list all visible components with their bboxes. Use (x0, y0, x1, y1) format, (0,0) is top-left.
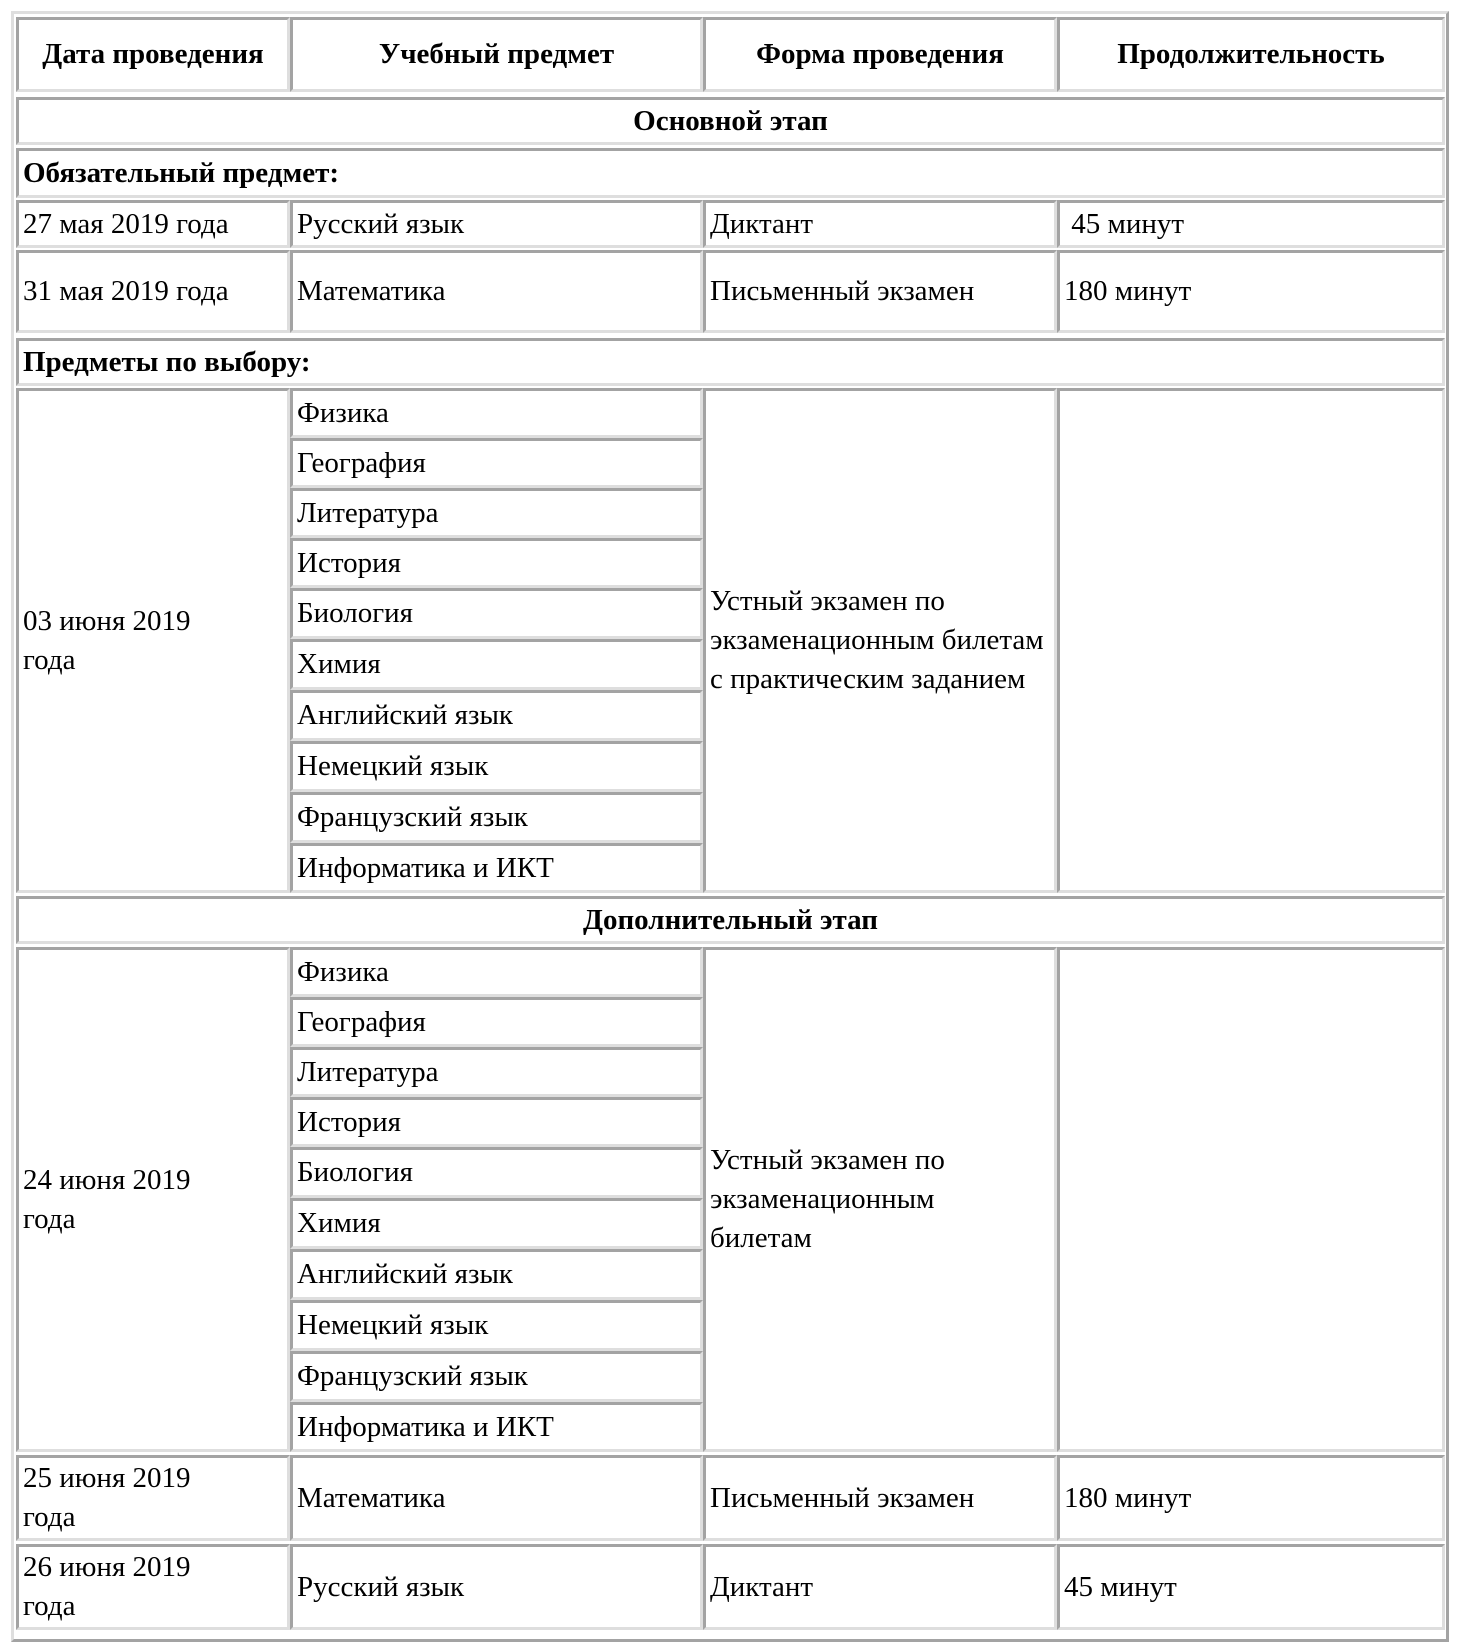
row-subject: Русский язык (290, 200, 703, 248)
elective-section-label: Предметы по выбору: (16, 338, 1445, 386)
subject-item: Химия (290, 1198, 703, 1249)
subject-item: История (290, 538, 703, 588)
subject-item: Немецкий язык (290, 1300, 703, 1351)
row-form: Письменный экзамен (703, 250, 1057, 333)
header-duration: Продолжительность (1057, 17, 1445, 92)
subject-item: Биология (290, 1147, 703, 1198)
row-form: Письменный экзамен (703, 1455, 1057, 1541)
row-date: 31 мая 2019 года (16, 250, 290, 333)
subject-item: Информатика и ИКТ (290, 843, 703, 893)
subject-item: Биология (290, 588, 703, 639)
elective-form: Устный экзамен по экзаменационным билетам с практическим заданием (703, 388, 1057, 893)
row-date: 26 июня 2019 года (16, 1544, 290, 1630)
header-date: Дата проведения (16, 17, 290, 92)
subject-item: Литература (290, 488, 703, 538)
row-duration: 180 минут (1057, 1455, 1445, 1541)
subject-item: История (290, 1097, 703, 1147)
subject-item: Английский язык (290, 690, 703, 741)
elective-duration-empty (1057, 947, 1445, 1452)
subject-item: Химия (290, 639, 703, 690)
row-date: 27 мая 2019 года (16, 200, 290, 248)
subject-item: Информатика и ИКТ (290, 1402, 703, 1452)
mandatory-section-label: Обязательный предмет: (16, 148, 1445, 198)
row-duration: 45 минут (1057, 1544, 1445, 1630)
subject-item: Французский язык (290, 1351, 703, 1402)
subject-item: Литература (290, 1047, 703, 1097)
row-date: 25 июня 2019 года (16, 1455, 290, 1541)
subject-item: Физика (290, 947, 703, 997)
row-subject: Русский язык (290, 1544, 703, 1630)
row-form: Диктант (703, 1544, 1057, 1630)
elective-subject-list (290, 947, 703, 1452)
header-form: Форма проведения (703, 17, 1057, 92)
elective-date: 24 июня 2019 года (16, 947, 290, 1452)
subject-item: География (290, 438, 703, 488)
row-form: Диктант (703, 200, 1057, 248)
row-subject: Математика (290, 1455, 703, 1541)
main-stage-title: Основной этап (16, 97, 1445, 145)
header-subject: Учебный предмет (290, 17, 703, 92)
subject-item: Немецкий язык (290, 741, 703, 792)
subject-item: Английский язык (290, 1249, 703, 1300)
row-duration: 45 минут (1057, 200, 1445, 248)
subject-item: География (290, 997, 703, 1047)
extra-stage-title: Дополнительный этап (16, 896, 1445, 944)
elective-date: 03 июня 2019 года (16, 388, 290, 893)
row-subject: Математика (290, 250, 703, 333)
elective-duration-empty (1057, 388, 1445, 893)
subject-item: Французский язык (290, 792, 703, 843)
subject-item: Физика (290, 388, 703, 438)
elective-form: Устный экзамен по экзаменационным билетам (703, 947, 1057, 1452)
elective-subject-list (290, 388, 703, 893)
row-duration: 180 минут (1057, 250, 1445, 333)
